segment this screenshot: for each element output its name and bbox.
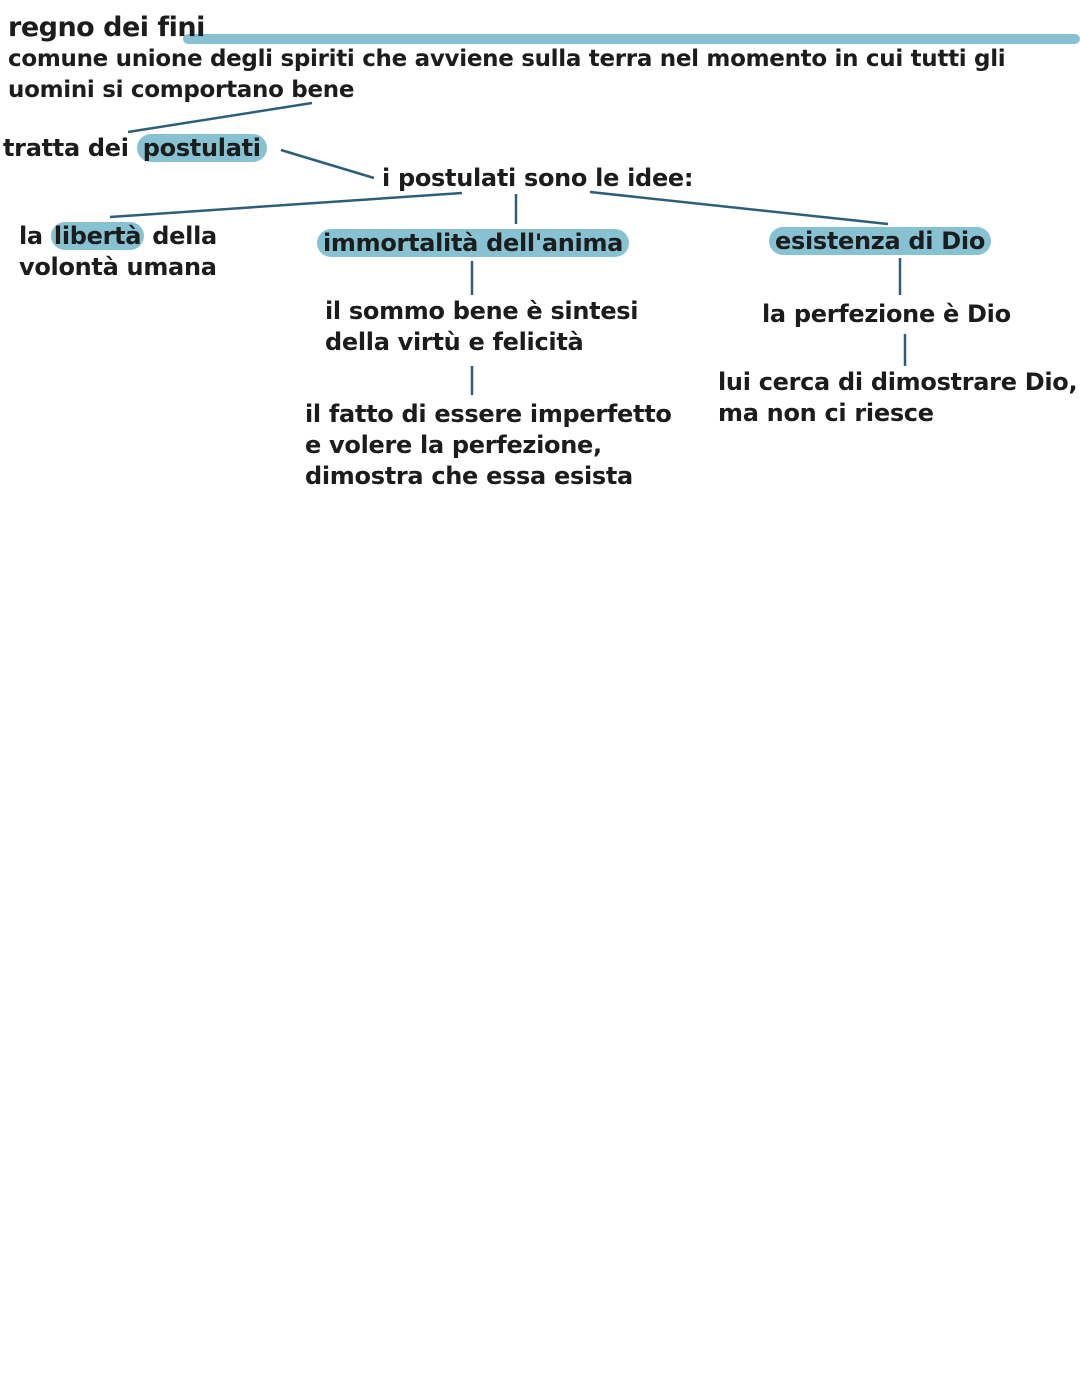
imperfetto-line-1: il fatto di essere imperfetto: [305, 400, 672, 428]
title-underline-bar: [183, 34, 1080, 44]
imperfetto-line-3: dimostra che essa esista: [305, 462, 633, 490]
definition-line-1: comune unione degli spiriti che avviene sulla terra nel momento in cui tutti gli: [8, 46, 1006, 72]
esistenza-label: esistenza di Dio: [769, 227, 991, 255]
definition-line-2: uomini si comportano bene: [8, 77, 355, 103]
connector-definition-postulati: [128, 103, 312, 132]
liberta-line-2: volontà umana: [19, 253, 217, 281]
connector-ideas-esistenza: [590, 192, 888, 224]
liberta-node: [19, 221, 217, 252]
dimostrare-line-2: ma non ci riesce: [718, 399, 934, 427]
sommo-bene-line-2: della virtù e felicità: [325, 328, 584, 356]
postulati-highlight: postulati: [137, 134, 267, 162]
ideas-heading: i postulati sono le idee:: [382, 164, 694, 192]
postulati-node: [3, 133, 267, 164]
perfezione-dio: la perfezione è Dio: [762, 300, 1011, 328]
connector-postulati-ideas: [281, 150, 374, 178]
liberta-highlight: libertà: [51, 222, 144, 250]
liberta-prefix: la: [19, 222, 43, 250]
page-title: regno dei fini: [8, 12, 205, 43]
esistenza-node: [769, 226, 991, 257]
connector-ideas-liberta: [110, 193, 462, 217]
postulati-prefix: tratta dei: [3, 134, 129, 162]
liberta-suffix: della: [152, 222, 217, 250]
imperfetto-line-2: e volere la perfezione,: [305, 431, 602, 459]
immortalita-label: immortalità dell'anima: [317, 229, 629, 257]
immortalita-node: [317, 228, 629, 259]
sommo-bene-line-1: il sommo bene è sintesi: [325, 297, 639, 325]
dimostrare-line-1: lui cerca di dimostrare Dio,: [718, 368, 1078, 396]
